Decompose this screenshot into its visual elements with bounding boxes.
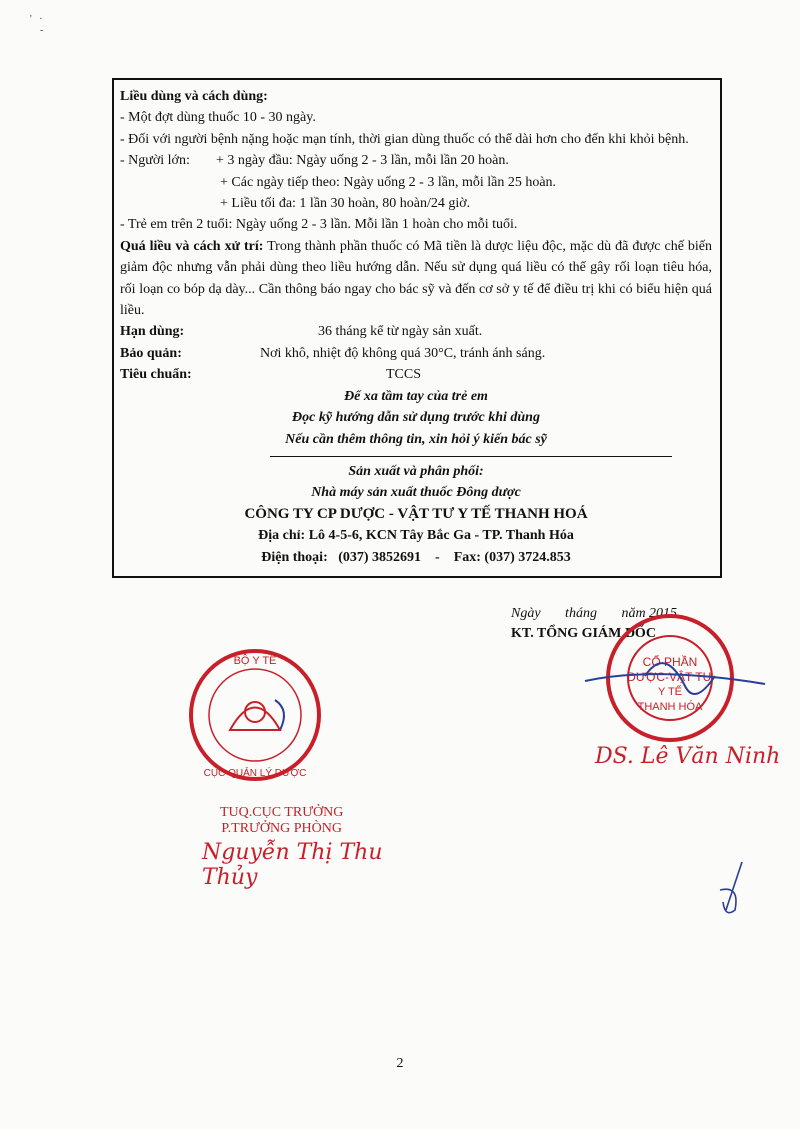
authority-title-1: TUQ.CỤC TRƯỞNG [220, 805, 344, 820]
adult-dose-1: + 3 ngày đầu: Ngày uống 2 - 3 lần, mỗi lần 20 hoàn. [216, 153, 509, 169]
company-stamp [575, 606, 775, 746]
authority-titles [220, 805, 343, 837]
shelf-life-label: Hạn dùng: [120, 324, 185, 340]
date-line: Ngày tháng năm 2015 [511, 606, 678, 621]
divider [270, 456, 672, 457]
stamp-text: THANH HÓA [637, 701, 703, 713]
stamp-text: Y TẾ [657, 686, 683, 698]
company-name: CÔNG TY CP DƯỢC - VẬT TƯ Y TẾ THANH HOÁ [244, 505, 588, 522]
dosage-heading: Liều dùng và cách dùng: [120, 89, 268, 104]
stamp-text: CỔ PHẦN [642, 655, 698, 669]
child-dosage: - Trẻ em trên 2 tuổi: Ngày uống 2 - 3 lần. Mỗi lần 1 hoàn cho mỗi tuổi. [120, 217, 518, 233]
authority-stamp [180, 640, 330, 790]
product-info-box [112, 78, 722, 578]
adult-dose-3: + Liều tối đa: 1 lần 30 hoàn, 80 hoàn/24 giờ. [220, 196, 471, 212]
factory-name: Nhà máy sản xuất thuốc Đông dược [311, 485, 521, 501]
manufacturer-heading: Sản xuất và phân phối: [348, 463, 484, 479]
director-name: DS. Lê Văn Ninh [595, 744, 781, 769]
standard-value: TCCS [386, 367, 422, 383]
adult-label: - Người lớn: [120, 153, 190, 169]
company-address: Địa chỉ: Lô 4-5-6, KCN Tây Bắc Ga - TP. Thanh Hóa [258, 528, 574, 544]
company-phone: Điện thoại: (037) 3852691 - Fax: (037) 3724.853 [261, 549, 571, 565]
standard-row [120, 364, 712, 385]
stamp-text: DƯỢC-VẬT TƯ [627, 670, 713, 684]
warning-line: Đọc kỹ hướng dẫn sử dụng trước khi dùng [292, 410, 540, 426]
stamp-text: CỤC QUẢN LÝ DƯỢC [203, 768, 307, 779]
adult-dose-2: + Các ngày tiếp theo: Ngày uống 2 - 3 lần, mỗi lần 25 hoàn. [220, 174, 557, 190]
dosage-line: - Đối với người bệnh nặng hoặc mạn tính, thời gian dùng thuốc có thể dài hơn cho đến khi khỏi bệnh. [120, 131, 689, 147]
warning-line: Nếu cần thêm thông tin, xin hỏi ý kiến bác sỹ [285, 431, 547, 447]
warning-line: Để xa tầm tay của trẻ em [344, 388, 488, 404]
authority-title-2: P.TRƯỞNG PHÒNG [221, 821, 342, 836]
handwritten-mark [712, 860, 752, 920]
overdose-text: Trong thành phần thuốc có Mã tiền là dược liệu độc, mặc dù đã được chế biến giảm độc nhưng vẫn phải dùng theo liều hướng dẫn. Nếu sử dụng quá liều có thể gây rối loạn tiêu hóa, rối loạn co bóp dạ dày... Cần thông báo ngay cho bác sỹ và đến cơ sở y tế để điều trị khi có biểu hiện quá liều. [120, 238, 713, 319]
overdose-paragraph [120, 236, 712, 322]
stamp-text: BỘ Y TẾ [233, 655, 277, 667]
director-signature-block [505, 606, 795, 786]
shelf-life-value: 36 tháng kể từ ngày sản xuất. [318, 324, 483, 340]
authority-name: Nguyễn Thị Thu Thủy [202, 840, 383, 890]
storage-value: Nơi khô, nhiệt độ không quá 30°C, tránh ánh sáng. [260, 345, 546, 361]
adult-dosage-row [120, 150, 712, 171]
director-title: KT. TỔNG GIÁM ĐỐC [511, 626, 656, 641]
shelf-life-row [120, 321, 712, 342]
overdose-label: Quá liều và cách xử trí: [120, 238, 264, 254]
storage-label: Bảo quản: [120, 345, 182, 361]
storage-row [120, 343, 712, 364]
authority-signature-block [180, 640, 430, 890]
standard-label: Tiêu chuẩn: [120, 367, 192, 383]
dosage-line: - Một đợt dùng thuốc 10 - 30 ngày. [120, 110, 316, 126]
page-number: 2 [396, 1056, 404, 1071]
scan-specks: ' · - [30, 14, 44, 36]
